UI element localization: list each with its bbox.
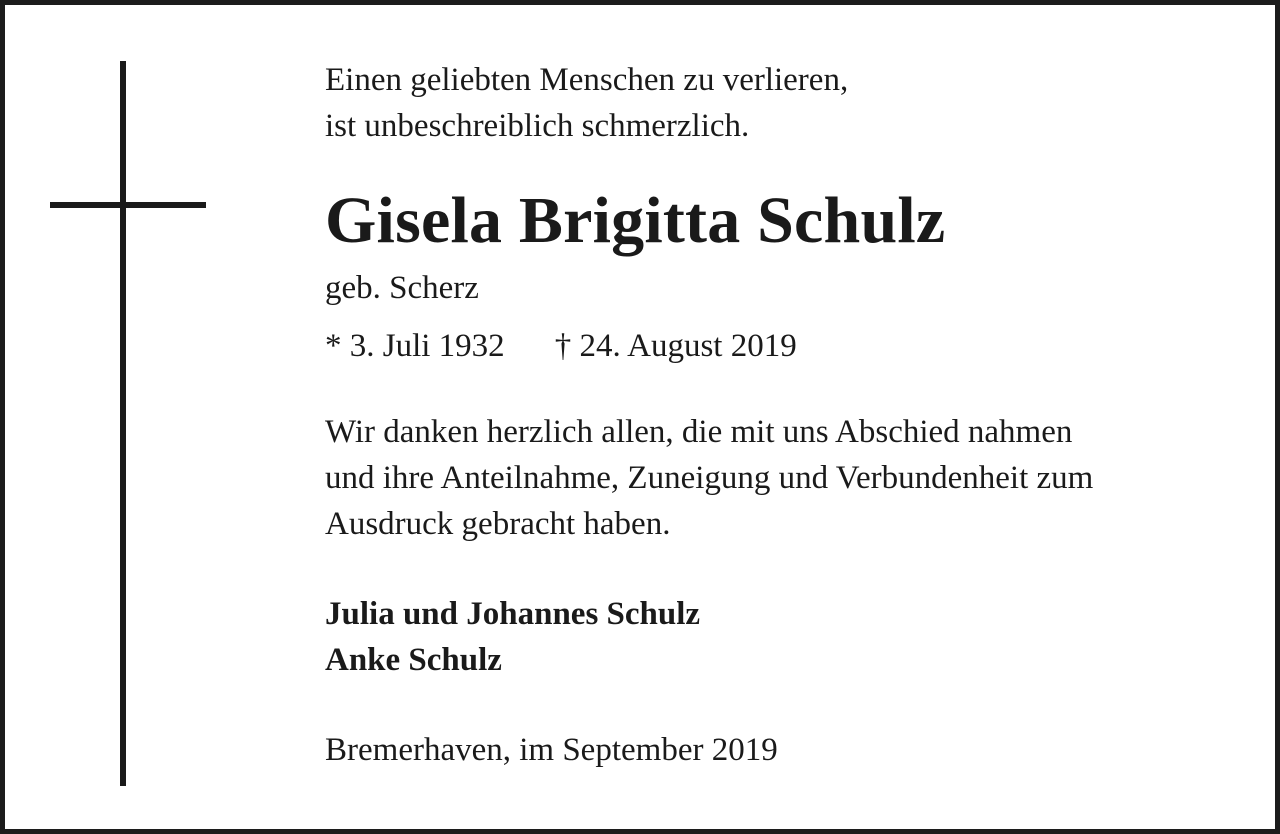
cross-vertical-bar	[120, 61, 126, 786]
thanks-message	[325, 409, 1245, 547]
family-line: Anke Schulz	[325, 642, 502, 678]
life-dates	[325, 323, 1245, 369]
birth-date: * 3. Juli 1932	[325, 328, 505, 364]
deceased-name: Gisela Brigitta Schulz	[325, 184, 946, 257]
cross-horizontal-bar	[50, 202, 206, 208]
thanks-line: und ihre Anteilnahme, Zuneigung und Verbundenheit zum	[325, 460, 1094, 496]
family-signature	[325, 591, 1245, 683]
thanks-line: Wir danken herzlich allen, die mit uns Abschied nahmen	[325, 414, 1073, 450]
death-date: † 24. August 2019	[554, 328, 797, 364]
intro-line: Einen geliebten Menschen zu verlieren,	[325, 62, 849, 98]
maiden-name: geb. Scherz	[325, 270, 479, 306]
intro-quote	[325, 57, 1245, 149]
place-date: Bremerhaven, im September 2019	[325, 732, 778, 768]
thanks-line: Ausdruck gebracht haben.	[325, 506, 671, 542]
obituary-text	[325, 57, 1245, 773]
family-line: Julia und Johannes Schulz	[325, 596, 701, 632]
intro-line: ist unbeschreiblich schmerzlich.	[325, 108, 750, 144]
